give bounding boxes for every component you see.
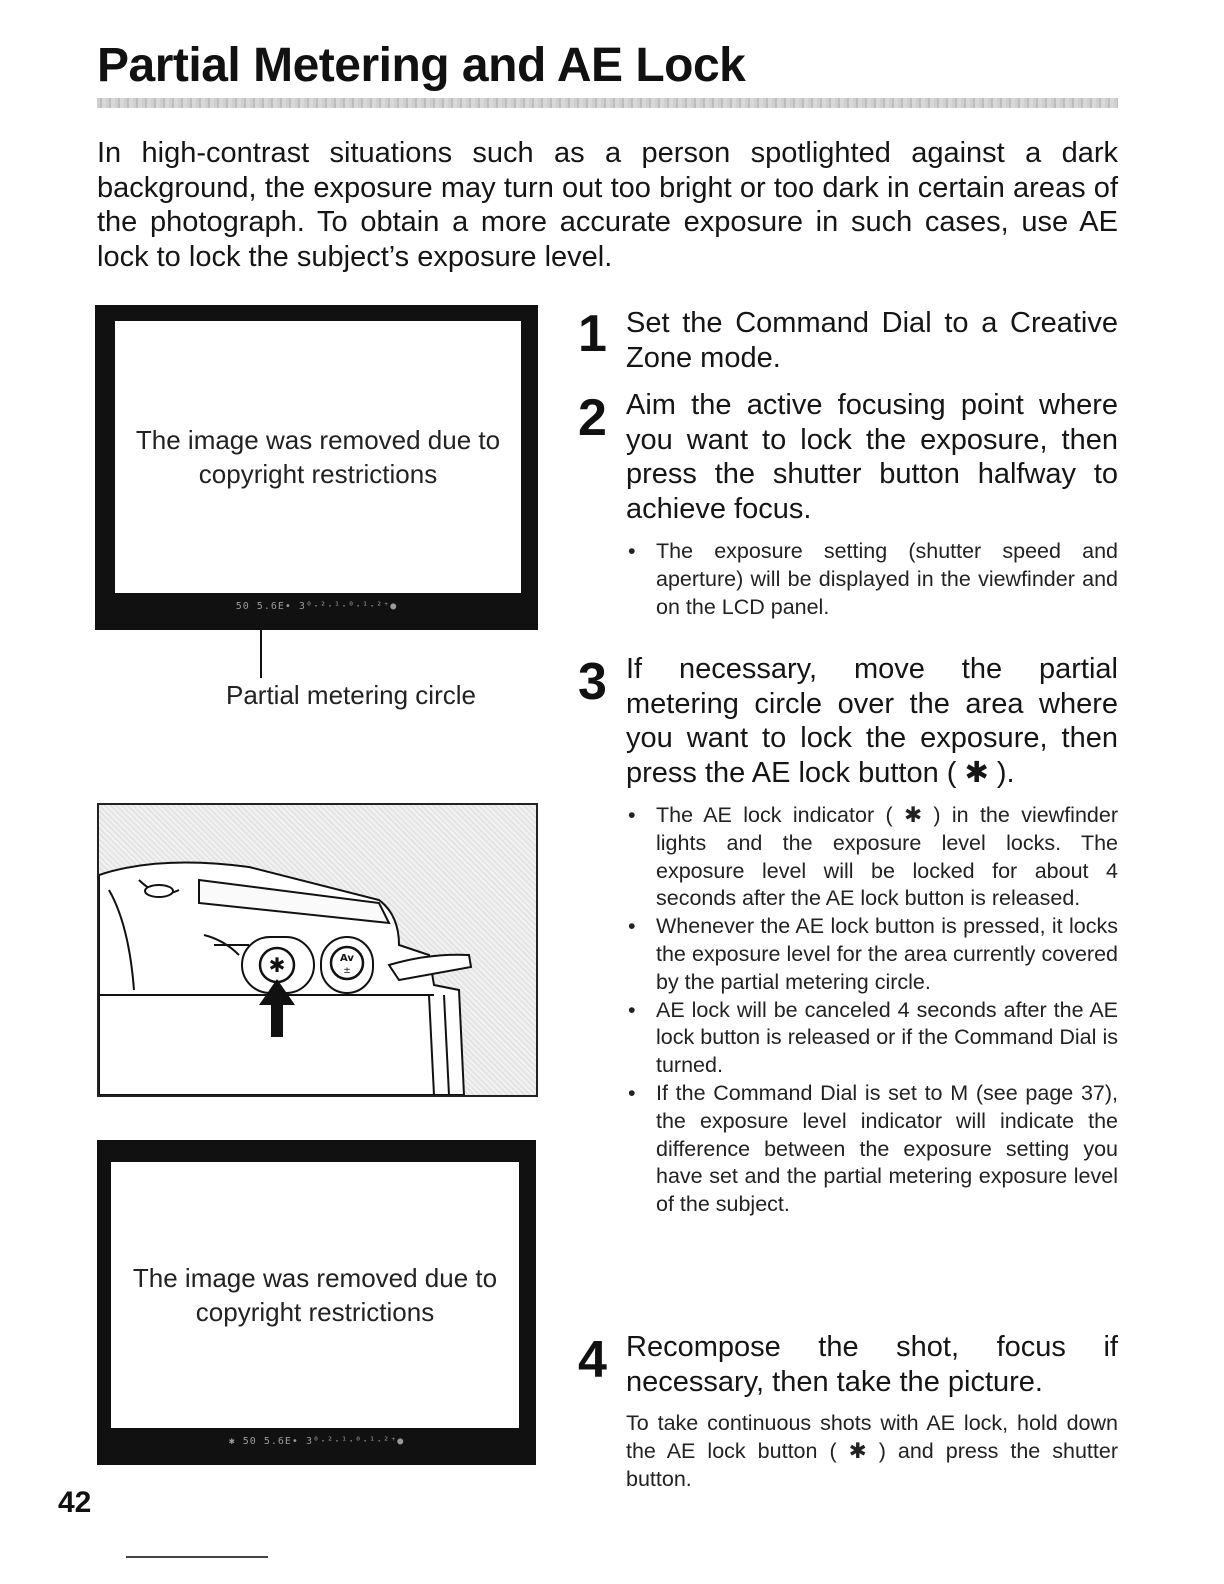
step-text: Recompose the shot, focus if necessary, then take the picture. [626,1331,1118,1398]
svg-text:±: ± [343,966,351,976]
step-text: If necessary, move the partial metering circle over the area where you want to lock the exposure, then press the AE lock button ( ✱ ). [626,653,1118,789]
step-text: Set the Command Dial to a Creative Zone mode. [626,307,1118,374]
svg-text:Av: Av [340,953,354,964]
page-number: 42 [58,1486,92,1519]
step-number: 1 [578,305,607,363]
svg-text:✱: ✱ [268,953,286,977]
step-number: 2 [578,389,607,447]
image-placeholder-bottom [111,1162,519,1428]
viewfinder-figure-top [95,305,538,630]
step-2-bullets [626,538,1118,621]
viewfinder-status-readout: 50 5.6E• 3⁰·²·¹·⁰·¹·²⁺● [235,601,398,612]
removed-image-notice: The image was removed due to copyright restrictions [132,1263,498,1327]
image-placeholder-top [115,321,521,593]
step-4-note: To take continuous shots with AE lock, hold down the AE lock button ( ✱ ) and press the shutter button. [626,1411,1118,1491]
callout-label: Partial metering circle [226,680,476,710]
bullet-item: • If the Command Dial is set to M (see page 37), the exposure level indicator will indicate the difference between the exposure setting you have set and the partial metering exposure level of the subject. [628,1080,1118,1217]
viewfinder-status-readout: ✱ 50 5.6E• 3⁰·²·¹·⁰·¹·²⁺● [228,1436,405,1447]
bullet-item: • Whenever the AE lock button is pressed, it locks the exposure level for the area currently covered by the partial metering circle. [628,914,1118,994]
footer-rule [126,1556,268,1558]
intro-paragraph: In high-contrast situations such as a person spotlighted against a dark background, the exposure may turn out too bright or too dark in certain areas of the photograph. To obtain a more accurate exposure in such cases, use AE lock to lock the subject’s exposure level. [97,137,1118,273]
bullet-item: • AE lock will be canceled 4 seconds after the AE lock button is released or if the Command Dial is turned. [628,997,1118,1078]
removed-image-notice: The image was removed due to copyright restrictions [135,425,501,489]
page-title: Partial Metering and AE Lock [97,39,746,92]
title-rule [97,98,1118,108]
bullet-item: • The exposure setting (shutter speed and aperture) will be displayed in the viewfinder and on the LCD panel. [628,539,1118,619]
callout-line [260,630,262,678]
camera-back-illustration [97,803,538,1097]
bullet-item: • The AE lock indicator ( ✱ ) in the viewfinder lights and the exposure level locks. The exposure level will be locked for about 4 seconds after the AE lock button is released. [628,803,1118,911]
step-number: 3 [578,653,607,711]
step-number: 4 [578,1331,607,1389]
camera-drawing [99,805,536,1095]
step-3-bullets [626,802,1118,1219]
step-text: Aim the active focusing point where you want to lock the exposure, then press the shutter button halfway to achieve focus. [626,389,1118,525]
viewfinder-figure-bottom [97,1140,536,1465]
